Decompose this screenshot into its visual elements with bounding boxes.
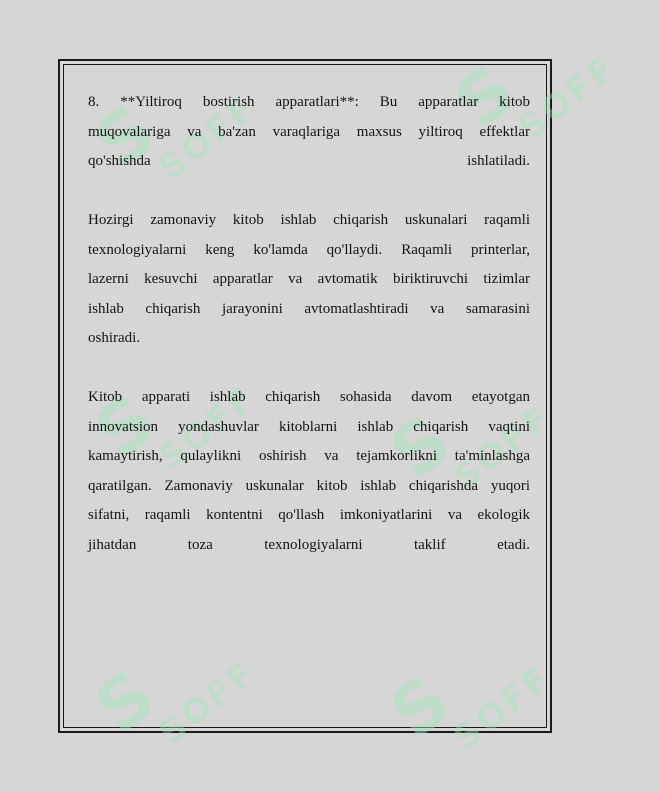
- paragraph-gap: [88, 354, 530, 384]
- document-body: [88, 88, 530, 560]
- watermark-text: SOFF: [151, 377, 265, 479]
- watermark-glyph: S: [375, 659, 466, 755]
- watermark-glyph: S: [80, 654, 171, 750]
- paragraph-gap: [88, 177, 530, 207]
- text-line: lazerni kesuvchi apparatlar va avtomatik biriktiruvchi tizimlar: [88, 271, 530, 287]
- text-line: muqovalariga va ba'zan varaqlariga maxsus yiltiroq effektlar: [88, 123, 530, 140]
- text-line: kamaytirish, qulaylikni oshirish va tejamkorlikni ta'minlashga: [88, 448, 530, 464]
- watermark-text: SOFF: [151, 87, 265, 189]
- watermark-glyph: S: [80, 379, 171, 475]
- text-line: Hozirgi zamonaviy kitob ishlab chiqarish uskunalari raqamli: [88, 212, 530, 228]
- text-line: jihatdan toza texnologiyalarni taklif etadi.: [88, 536, 530, 553]
- watermark-text: SOFF: [446, 657, 560, 759]
- text-line: innovatsion yondashuvlar kitoblarni ishlab chiqarish vaqtini: [88, 418, 530, 435]
- paragraph-digital-tech: [88, 206, 530, 354]
- paragraph-innovations: [88, 383, 530, 560]
- text-line: qaratilgan. Zamonaviy uskunalar kitob ishlab chiqarishda yuqori: [88, 477, 530, 494]
- watermark-glyph: S: [80, 89, 171, 185]
- watermark-glyph: S: [440, 49, 531, 145]
- text-line: 8. **Yiltiroq bostirish apparatlari**: Bu apparatlar kitob: [88, 94, 530, 110]
- paragraph-yiltiroq: [88, 88, 530, 177]
- text-line: Kitob apparati ishlab chiqarish sohasida davom etayotgan: [88, 389, 530, 405]
- text-line: qo'shishda ishlatiladi.: [88, 153, 530, 169]
- watermark-text: SOFF: [151, 652, 265, 754]
- text-line: oshiradi.: [88, 330, 141, 346]
- watermark-glyph: S: [375, 399, 466, 495]
- text-line: texnologiyalarni keng ko'lamda qo'llaydi. Raqamli printerlar,: [88, 241, 530, 258]
- watermark-text: SOFF: [511, 47, 625, 149]
- text-line: sifatni, raqamli kontentni qo'llash imkoniyatlarini va ekologik: [88, 507, 530, 523]
- watermark-text: SOFF: [446, 397, 560, 499]
- text-line: ishlab chiqarish jarayonini avtomatlashtiradi va samarasini: [88, 300, 530, 317]
